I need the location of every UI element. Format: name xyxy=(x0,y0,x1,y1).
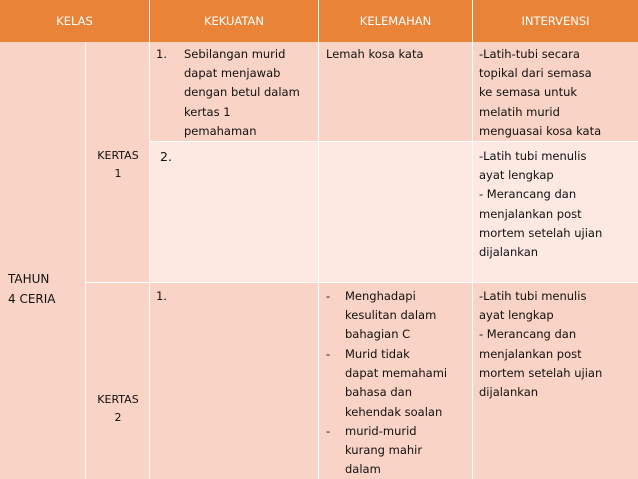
kertas-1-label: KERTAS 1 xyxy=(97,149,139,180)
row1-kekuatan-cell xyxy=(150,42,319,142)
header-kelas-text: KELAS xyxy=(56,14,93,28)
row3-intervensi-cell xyxy=(473,283,638,479)
row1-kelemahan-text: Lemah kosa kata xyxy=(326,47,424,61)
row2-kekuatan-cell xyxy=(150,142,319,283)
header-kelemahan xyxy=(319,0,473,42)
row2-kelemahan-cell xyxy=(319,142,473,283)
header-intervensi-text: INTERVENSI xyxy=(521,14,590,28)
row3-intervensi-text: -Latih tubi menulis ayat lengkap - Merancang dan menjalankan post mortem setelah ujian dijalankan xyxy=(479,289,603,400)
kertas-1-cell xyxy=(86,42,150,283)
row1-intervensi-text: -Latih-tubi secara topikal dari semasa ke semasa untuk melatih murid menguasai kosa kata xyxy=(479,47,602,138)
header-kelas xyxy=(0,0,150,42)
row1-kekuatan-text: Sebilangan murid dapat menjawab dengan betul dalam kertas 1 pemahaman xyxy=(184,47,300,138)
row1-number: 1. xyxy=(156,47,167,61)
header-kekuatan xyxy=(150,0,319,42)
header-intervensi xyxy=(473,0,638,42)
row3-kelemahan-item-1: Menghadapi kesulitan dalam bahagian C xyxy=(345,289,437,342)
kelas-label: TAHUN 4 CERIA xyxy=(8,272,56,306)
row3-kelemahan-item-3: murid-murid kurang mahir dalam xyxy=(345,424,423,477)
kelas-cell xyxy=(0,42,86,479)
row1-intervensi-cell xyxy=(473,42,638,142)
kertas-2-cell xyxy=(86,283,150,479)
row3-kelemahan-dash-3: - xyxy=(326,424,331,438)
row2-number: 2. xyxy=(160,149,172,164)
header-kekuatan-text: KEKUATAN xyxy=(203,14,265,28)
row3-kelemahan-dash-2: - xyxy=(326,347,331,361)
header-kelemahan-text: KELEMAHAN xyxy=(359,14,432,28)
row2-intervensi-cell xyxy=(473,142,638,283)
row2-intervensi-text: -Latih tubi menulis ayat lengkap - Merancang dan menjalankan post mortem setelah ujian dijalankan xyxy=(479,149,603,260)
row3-kekuatan-cell xyxy=(150,283,319,479)
row3-kelemahan-cell xyxy=(319,283,473,479)
kertas-2-label: KERTAS 2 xyxy=(97,393,139,424)
row3-kelemahan-item-2: Murid tidak dapat memahami bahasa dan kehendak soalan xyxy=(345,347,448,419)
row3-kelemahan-dash-1: - xyxy=(326,289,331,303)
row3-number: 1. xyxy=(156,289,167,303)
row1-kelemahan-cell xyxy=(319,42,473,142)
